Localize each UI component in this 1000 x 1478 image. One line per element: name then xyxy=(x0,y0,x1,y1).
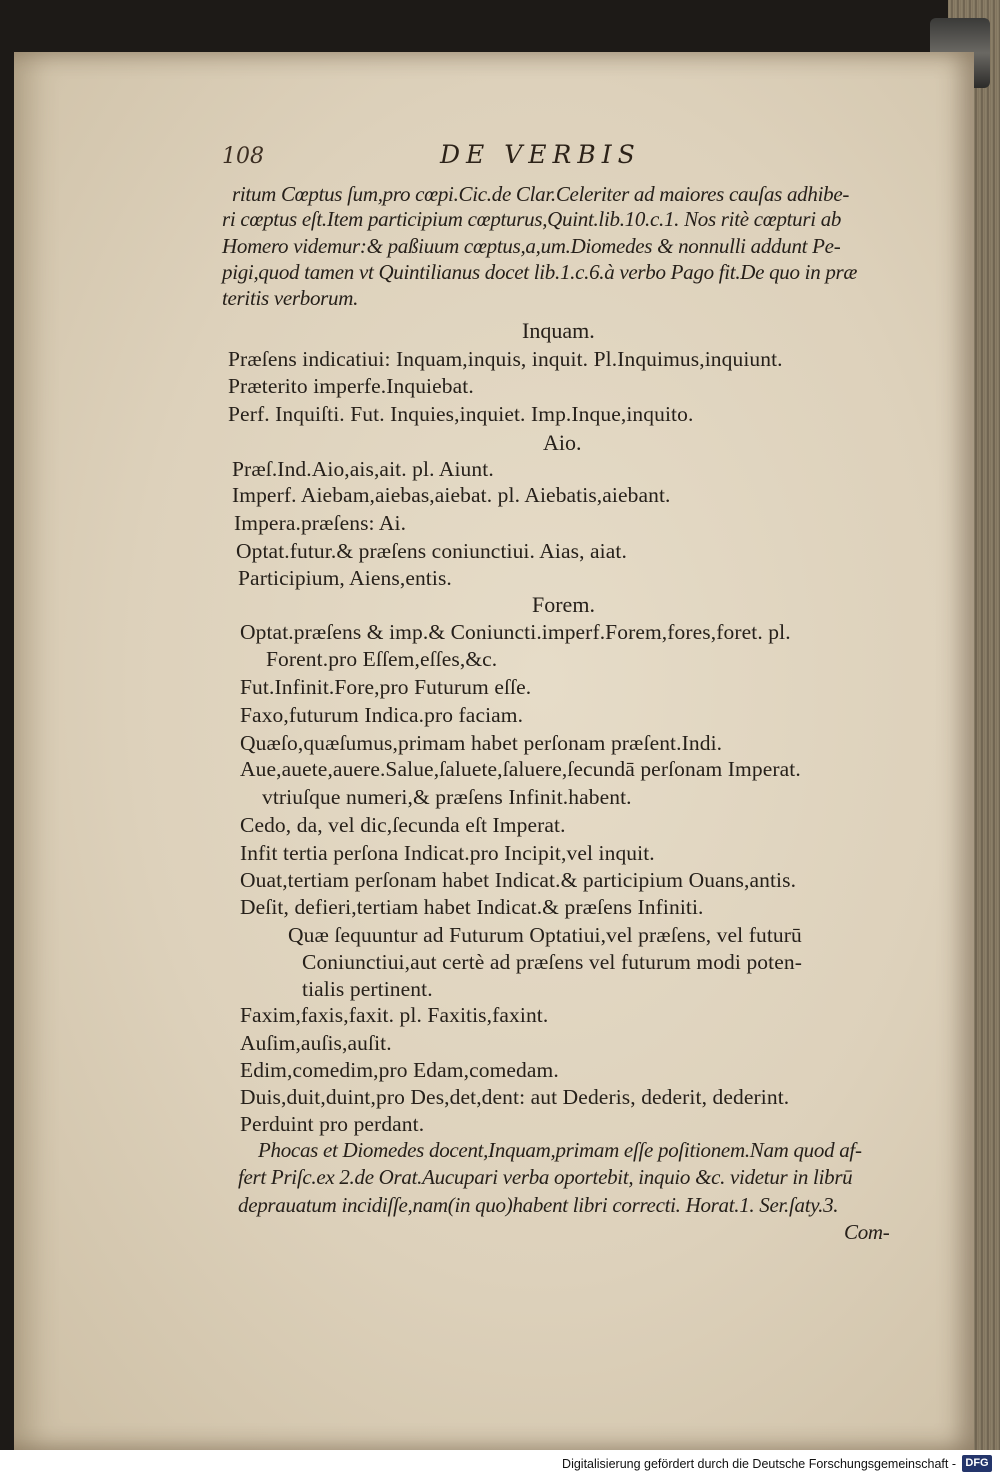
text-line: Cedo, da, vel dic,ſecunda eſt Imperat. xyxy=(240,813,566,837)
text-line: Auſim,auſis,auſit. xyxy=(240,1031,392,1055)
text-line: Infit tertia perſona Indicat.pro Incipit,vel inquit. xyxy=(240,841,655,865)
text-line: Faxo,futurum Indica.pro faciam. xyxy=(240,703,524,727)
text-line: fert Priſc.ex 2.de Orat.Aucupari verba oportebit, inquio &c. videtur in librū xyxy=(238,1165,853,1189)
text-line: Impera.præſens: Ai. xyxy=(234,511,407,535)
text-line: Quæ ſequuntur ad Futurum Optatiui,vel præſens, vel futurū xyxy=(288,923,802,947)
text-line: Duis,duit,duint,pro Des,det,dent: aut Dederis, dederit, dederint. xyxy=(240,1085,790,1109)
text-line: Præterito imperfe.Inquiebat. xyxy=(228,374,474,398)
text-line: ri cœptus eſt.Item participium cœpturus,Quint.lib.10.c.1. Nos ritè cœpturi ab xyxy=(222,207,842,231)
text-line: Forent.pro Eſſem,eſſes,&c. xyxy=(266,647,498,671)
text-line: Participium, Aiens,entis. xyxy=(238,566,452,590)
text-line: Optat.futur.& præſens coniunctiui. Aias, aiat. xyxy=(236,539,627,563)
footer-credit: Digitalisierung gefördert durch die Deutsche Forschungsgemeinschaft - xyxy=(562,1457,956,1471)
page-number: 108 xyxy=(222,144,264,169)
text-line: Imperf. Aiebam,aiebas,aiebat. pl. Aiebatis,aiebant. xyxy=(232,483,671,507)
running-head: DE VERBIS xyxy=(440,140,641,169)
text-line: Phocas et Diomedes docent,Inquam,primam eſſe poſitionem.Nam quod af- xyxy=(258,1138,862,1162)
text-line: Deſit, defieri,tertiam habet Indicat.& præſens Infiniti. xyxy=(240,895,704,919)
text-line: Com- xyxy=(844,1220,890,1244)
text-line: Optat.præſens & imp.& Coniuncti.imperf.Forem,fores,foret. pl. xyxy=(240,620,791,644)
verb-heading: Forem. xyxy=(532,592,595,617)
text-line: Coniunctiui,aut certè ad præſens vel futurum modi poten- xyxy=(302,950,802,974)
text-line: tialis pertinent. xyxy=(302,977,433,1001)
text-line: Præſens indicatiui: Inquam,inquis, inquit. Pl.Inquimus,inquiunt. xyxy=(228,347,783,371)
text-line: teritis verborum. xyxy=(222,286,359,310)
text-line: Ouat,tertiam perſonam habet Indicat.& participium Ouans,antis. xyxy=(240,868,797,892)
dfg-logo: DFG xyxy=(962,1455,992,1472)
text-line: Perduint pro perdant. xyxy=(240,1112,425,1136)
text-line: Perf. Inquiſti. Fut. Inquies,inquiet. Imp.Inque,inquito. xyxy=(228,402,694,426)
text-line: Homero videmur:& paßiuum cœptus,a,um.Diomedes & nonnulli addunt Pe- xyxy=(222,234,841,258)
text-line: pigi,quod tamen vt Quintilianus docet lib.1.c.6.à verbo Pago fit.De quo in præ xyxy=(222,260,858,284)
verb-heading: Aio. xyxy=(543,430,582,455)
footer-bar xyxy=(0,1450,1000,1478)
text-line: Faxim,faxis,faxit. pl. Faxitis,faxint. xyxy=(240,1003,549,1027)
text-line: Præſ.Ind.Aio,ais,ait. pl. Aiunt. xyxy=(232,457,494,481)
verb-heading: Inquam. xyxy=(522,318,595,343)
text-line: ritum Cœptus ſum,pro cœpi.Cic.de Clar.Celeriter ad maiores cauſas adhibe- xyxy=(232,182,850,206)
text-line: Edim,comedim,pro Edam,comedam. xyxy=(240,1058,559,1082)
text-line: Aue,auete,auere.Salue,ſaluete,ſaluere,ſecundā perſonam Imperat. xyxy=(240,757,801,781)
text-line: vtriuſque numeri,& præſens Infinit.habent. xyxy=(262,785,632,809)
text-line: Quæſo,quæſumus,primam habet perſonam præſent.Indi. xyxy=(240,731,723,755)
text-line: deprauatum incidiſſe,nam(in quo)habent libri correcti. Horat.1. Ser.ſaty.3. xyxy=(238,1193,839,1217)
text-line: Fut.Infinit.Fore,pro Futurum eſſe. xyxy=(240,675,532,699)
